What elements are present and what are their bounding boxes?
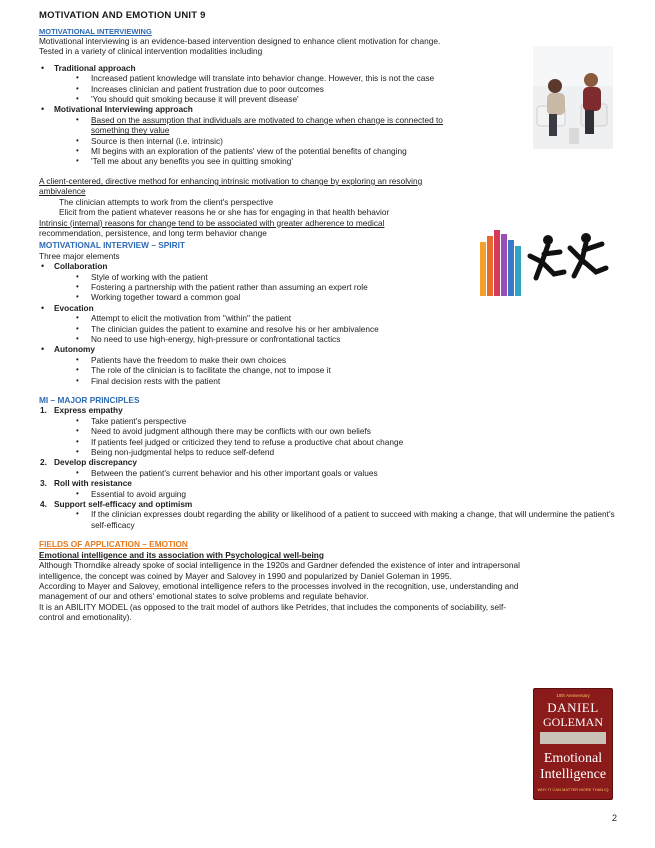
running-header: MOTIVATION AND EMOTION UNIT 9: [39, 10, 206, 21]
spirit-element: [39, 303, 619, 345]
principles-list: [39, 405, 619, 530]
list-item: • The role of the clinician is to facilitate the change, not to impose it: [76, 365, 619, 375]
list-item: • Increases clinician and patient frustration due to poor outcomes: [76, 84, 619, 94]
list-item: • The clinician guides the patient to examine and resolve his or her ambivalence: [76, 324, 619, 334]
principle-title: Support self-efficacy and optimism: [54, 499, 193, 510]
list-item: • 'Tell me about any benefits you see in quitting smoking': [76, 156, 619, 166]
book-cover-band: [540, 732, 606, 744]
spirit-subtitle: Three major elements: [39, 250, 120, 261]
mi-section-title: MOTIVATIONAL INTERVIEWING: [39, 27, 152, 36]
emotion-paragraph-3: It is an ABILITY MODEL (as opposed to the trait model of authors like Petrides, that includes the components of sociability, self-control and emotionality).: [39, 601, 507, 623]
definition-line3: Elicit from the patient whatever reasons he or she has for engaging in that health behavior: [59, 207, 390, 218]
list-item: • Take patient's perspective: [76, 416, 619, 426]
emotion-paragraph-2: According to Mayer and Salovey, emotional intelligence refers to the processes involved in the recognition, use, understanding and management of our and others' emotional states to solve problems and regulate behavior.: [39, 580, 519, 602]
book-author-last: GOLEMAN: [543, 715, 603, 729]
approach-title: Traditional approach: [54, 62, 136, 73]
principle-item: [39, 499, 619, 530]
principle-title: Roll with resistance: [54, 478, 132, 489]
list-item: • Need to avoid judgment although there may be conflicts with our own beliefs: [76, 426, 619, 436]
principle-title: Develop discrepancy: [54, 457, 138, 468]
list-item: • Patients have the freedom to make their own choices: [76, 355, 619, 365]
mi-definition: A client-centered, directive method for enhancing intrinsic motivation to change by exploring an resolving ambivalence: [39, 175, 423, 197]
book-title-line1: Emotional: [543, 751, 603, 766]
principle-number: 3.: [40, 478, 47, 489]
mi-intro-line2: Tested in a variety of clinical intervention modalities including: [39, 46, 263, 57]
list-item: • Working together toward a common goal: [76, 292, 619, 302]
principle-number: 1.: [40, 405, 47, 416]
emotion-subtitle: Emotional intelligence and its association with Psychological well-being: [39, 549, 324, 560]
list-item: • Based on the assumption that individuals are motivated to change when change is connected to something they value: [76, 115, 476, 136]
mi-intro-line1: Motivational interviewing is an evidence-based intervention designed to enhance client motivation for change.: [39, 36, 441, 46]
book-top-tag: 10th Anniversary: [556, 693, 590, 698]
list-item: • Attempt to elicit the motivation from "within" the patient: [76, 313, 619, 323]
approaches-list: [39, 63, 619, 167]
principles-section-title: MI – MAJOR PRINCIPLES: [39, 395, 140, 405]
definition-line5: recommendation, persistence, and long term behavior change: [39, 227, 267, 238]
main-content: [39, 28, 619, 623]
list-item: • Between the patient's current behavior and his other important goals or values: [76, 468, 619, 478]
list-item: • Increased patient knowledge will translate into behavior change. However, this is not the case: [76, 73, 619, 83]
list-item: • Source is then internal (i.e. intrinsic): [76, 136, 619, 146]
list-item: • Final decision rests with the patient: [76, 376, 619, 386]
approach-mi: [39, 104, 619, 166]
spirit-element: [39, 261, 619, 303]
spirit-section-title: MOTIVATIONAL INTERVIEW – SPIRIT: [39, 240, 185, 251]
book-author-first: DANIEL: [547, 700, 599, 715]
principle-title: Express empathy: [54, 405, 123, 416]
element-title: Evocation: [54, 302, 94, 313]
book-title-line2: Intelligence: [539, 767, 607, 782]
principle-item: [39, 457, 619, 478]
list-item: • 'You should quit smoking because it will prevent disease': [76, 94, 619, 104]
spirit-element: [39, 344, 619, 386]
book-tagline: WHY IT CAN MATTER MORE THAN IQ: [537, 787, 609, 792]
element-title: Autonomy: [54, 344, 96, 355]
page-number: 2: [611, 813, 617, 823]
principle-number: 2.: [40, 457, 47, 468]
list-item: • Fostering a partnership with the patient rather than assuming an expert role: [76, 282, 619, 292]
emotion-section-title: FIELDS OF APPLICATION – EMOTION: [39, 539, 188, 550]
list-item: • If patients feel judged or criticized they tend to refuse a productive chat about change: [76, 437, 619, 447]
emotional-intelligence-book-cover: [533, 688, 613, 800]
list-item: • No need to use high-energy, high-pressure or confrontational tactics: [76, 334, 619, 344]
list-item: • Essential to avoid arguing: [76, 489, 619, 499]
definition-line4: Intrinsic (internal) reasons for change tend to be associated with greater adherence to medical: [39, 217, 385, 228]
principle-item: [39, 478, 619, 499]
approach-title: Motivational Interviewing approach: [54, 104, 193, 115]
principle-number: 4.: [40, 499, 47, 510]
list-item: • Being non-judgmental helps to reduce self-defend: [76, 447, 619, 457]
definition-line2: The clinician attempts to work from the client's perspective: [59, 196, 274, 207]
approach-traditional: [39, 63, 619, 105]
list-item: • Style of working with the patient: [76, 272, 619, 282]
list-item: • MI begins with an exploration of the patients' view of the potential benefits of changing: [76, 146, 619, 156]
emotion-paragraph-1: Although Thorndike already spoke of social intelligence in the 1920s and Gardner defended the existence of inter and intrapersonal intelligence, the concept was coined by Mayer and Salovey in 1990 and popularized by Daniel Goleman in 1995.: [39, 560, 520, 581]
element-title: Collaboration: [54, 261, 108, 272]
list-item: • If the clinician expresses doubt regarding the ability or likelihood of a patient to succeed with making a change, that will undermine the patient's self-efficacy: [76, 509, 619, 530]
spirit-elements-list: [39, 261, 619, 386]
principle-item: [39, 405, 619, 457]
